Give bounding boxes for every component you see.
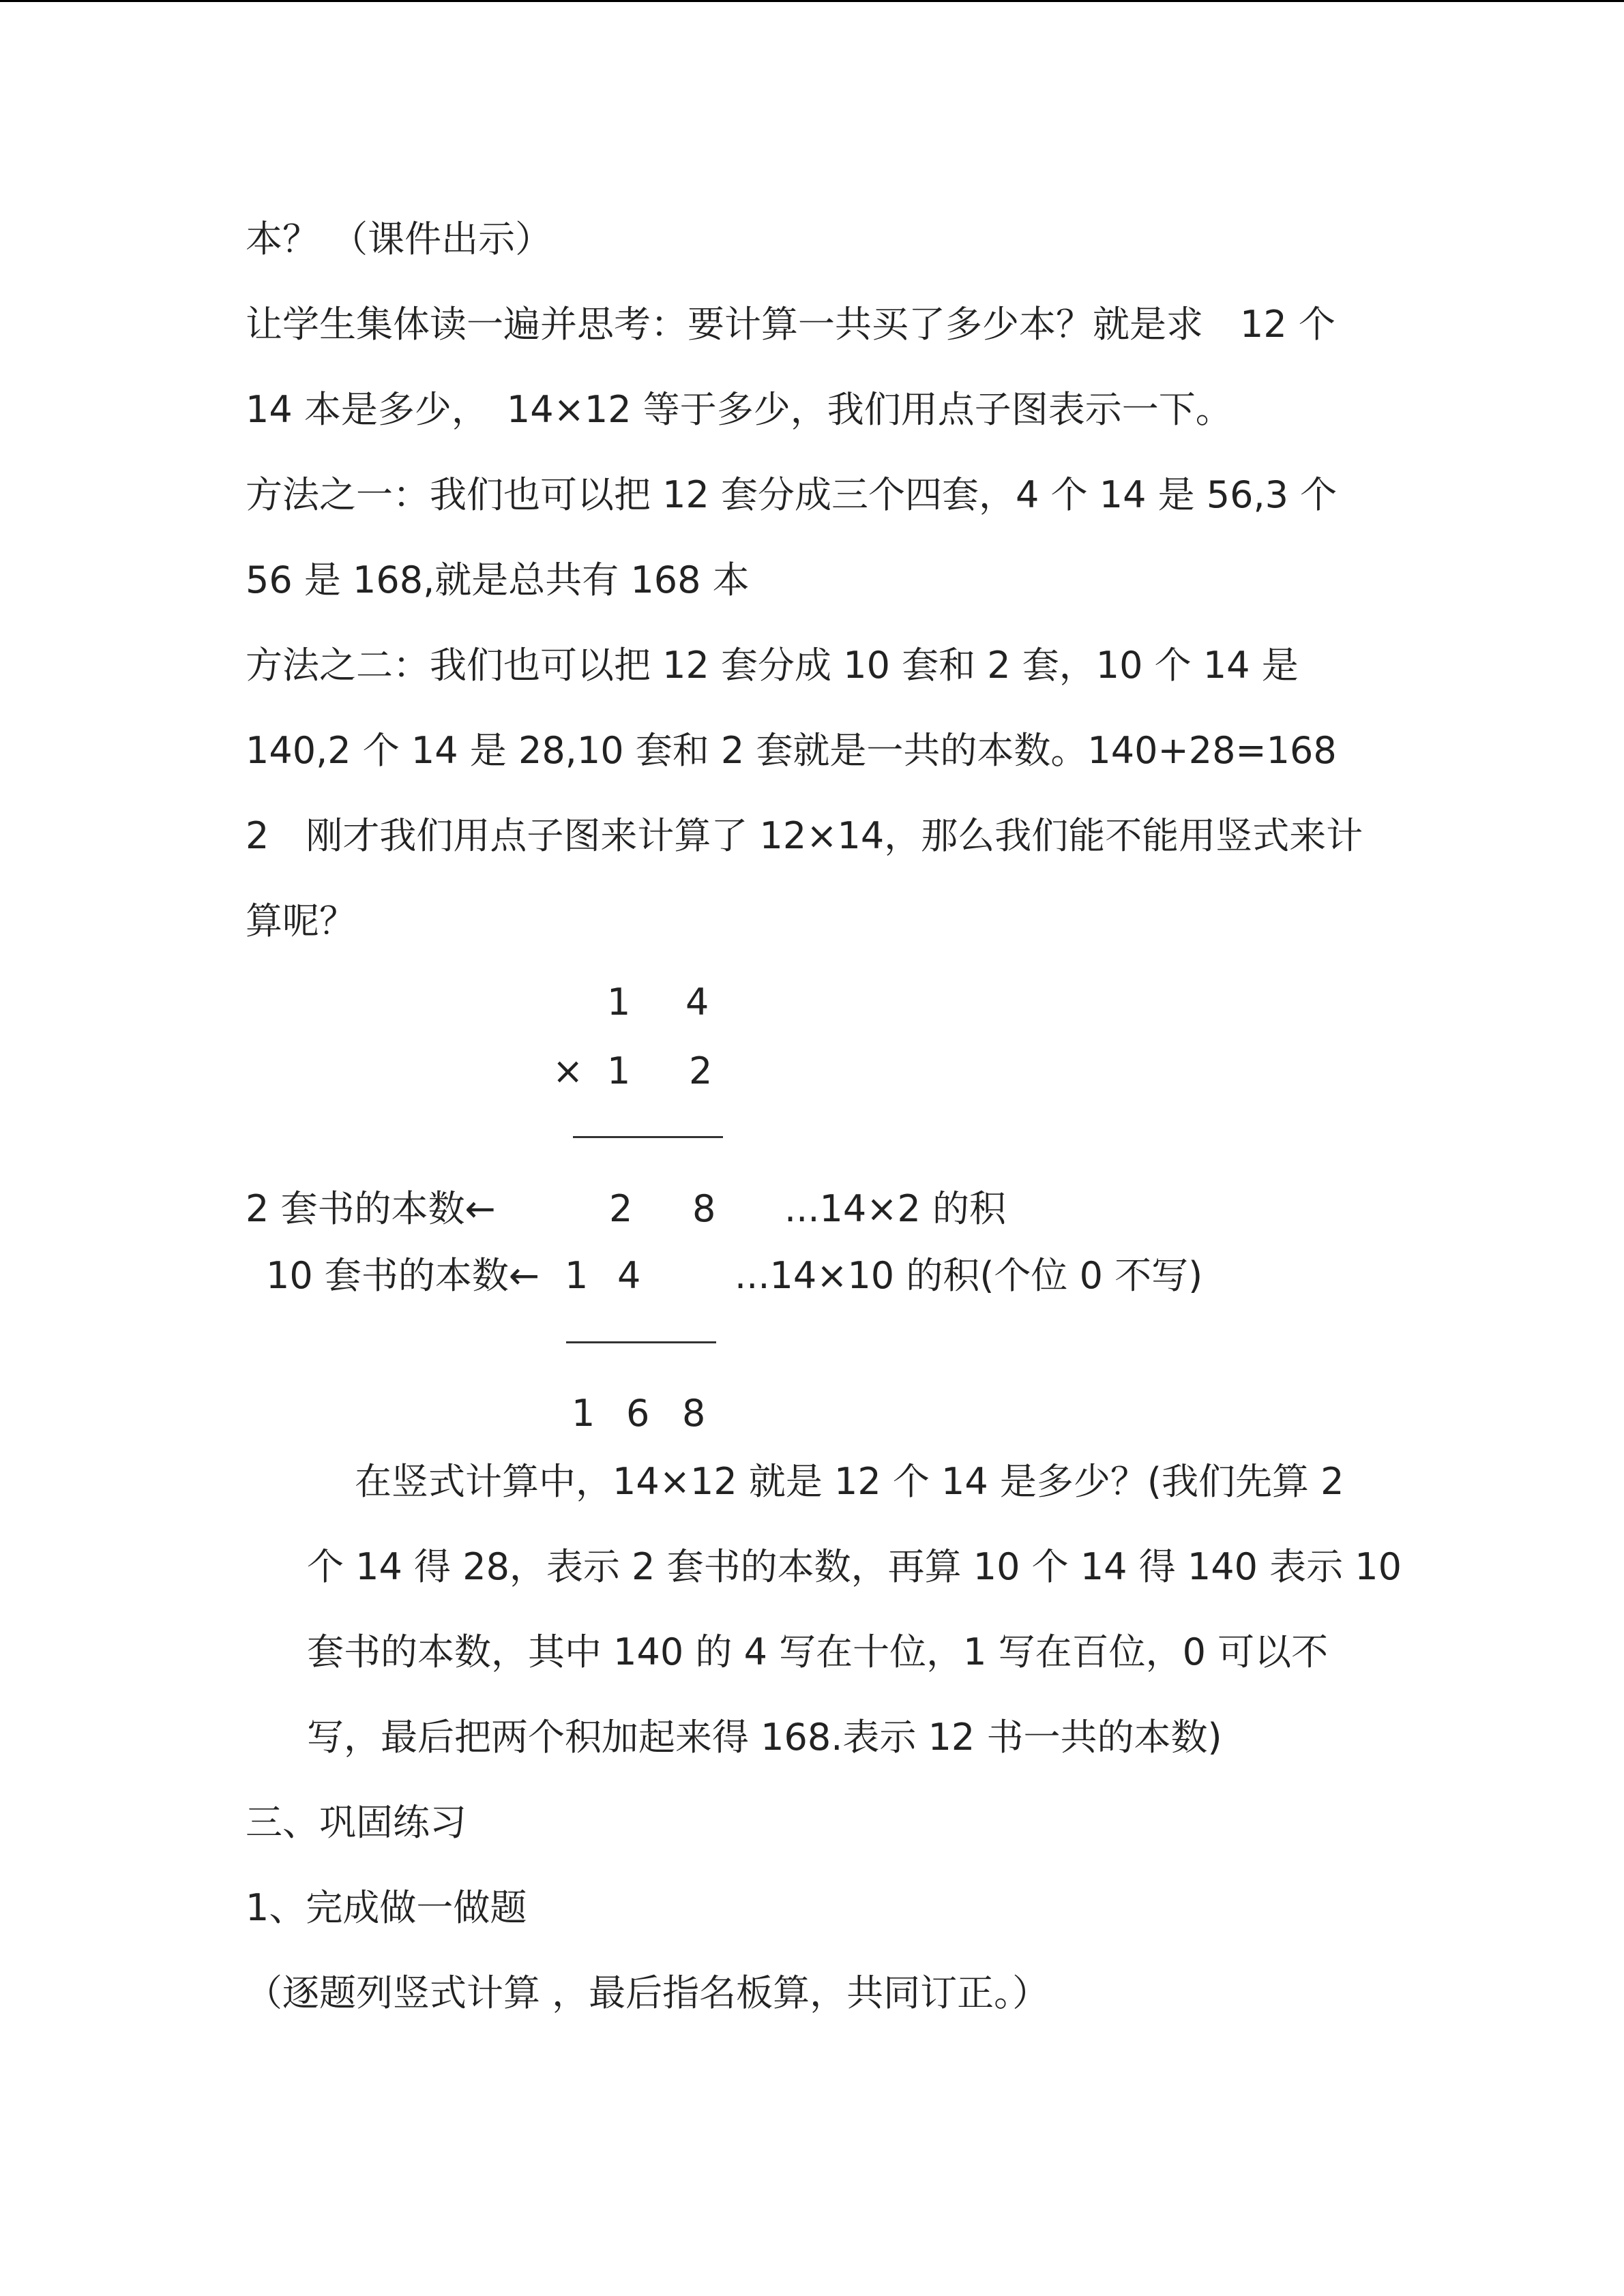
- paragraph-line: 140,2 个 14 是 28,10 套和 2 套就是一共的本数。140+28=168: [246, 729, 1337, 772]
- multiplicand-digit: 1: [607, 981, 631, 1024]
- explanation-line: 在竖式计算中，14×12 就是 12 个 14 是多少？(我们先算 2: [355, 1460, 1344, 1503]
- calc-divider: [573, 1136, 723, 1138]
- paragraph-line: 本？ （课件出示）: [246, 218, 552, 260]
- partial-product-digit: 2: [609, 1187, 633, 1230]
- explanation-line: 套书的本数，其中 140 的 4 写在十位，1 写在百位，0 可以不: [307, 1630, 1329, 1673]
- result-digit: 1: [572, 1392, 595, 1435]
- calc-divider: [566, 1341, 716, 1343]
- paragraph-line: 56 是 168,就是总共有 168 本: [246, 558, 750, 601]
- section-heading: 三、巩固练习: [246, 1801, 467, 1844]
- multiplier-digit: 2: [689, 1049, 713, 1092]
- partial-product-note: ...14×10 的积(个位 0 不写): [735, 1254, 1203, 1297]
- partial-product-digit: 8: [692, 1187, 716, 1230]
- paragraph-line: 14 本是多少， 14×12 等于多少，我们用点子图表示一下。: [246, 388, 1232, 431]
- result-digit: 8: [682, 1392, 706, 1435]
- partial-product-digit: 1: [565, 1254, 589, 1297]
- paragraph-line: 方法之二：我们也可以把 12 套分成 10 套和 2 套，10 个 14 是: [246, 644, 1299, 687]
- paragraph-line: 算呢？: [246, 899, 356, 942]
- explanation-line: 写，最后把两个积加起来得 168.表示 12 书一共的本数): [307, 1716, 1222, 1759]
- paragraph-line: 2 刚才我们用点子图来计算了 12×14，那么我们能不能用竖式来计: [246, 814, 1363, 857]
- paragraph-line: 方法之一：我们也可以把 12 套分成三个四套，4 个 14 是 56,3 个: [246, 473, 1338, 516]
- paragraph-line: 让学生集体读一遍并思考：要计算一共买了多少本？就是求 12 个: [246, 303, 1335, 346]
- partial-product-label: 2 套书的本数←: [246, 1187, 496, 1230]
- page-top-border: [0, 0, 1624, 2]
- times-sign: ×: [552, 1049, 584, 1092]
- multiplicand-digit: 4: [685, 981, 709, 1024]
- result-digit: 6: [626, 1392, 650, 1435]
- explanation-line: 个 14 得 28，表示 2 套书的本数，再算 10 个 14 得 140 表示 10: [307, 1545, 1402, 1588]
- practice-note: （逐题列竖式计算 ，最后指名板算，共同订正。）: [246, 1971, 1050, 2014]
- partial-product-note: ...14×2 的积: [784, 1187, 1006, 1230]
- practice-item: 1、完成做一做题: [246, 1886, 527, 1929]
- partial-product-digit: 4: [617, 1254, 641, 1297]
- partial-product-label: 10 套书的本数←: [266, 1254, 540, 1297]
- multiplier-digit: 1: [607, 1049, 631, 1092]
